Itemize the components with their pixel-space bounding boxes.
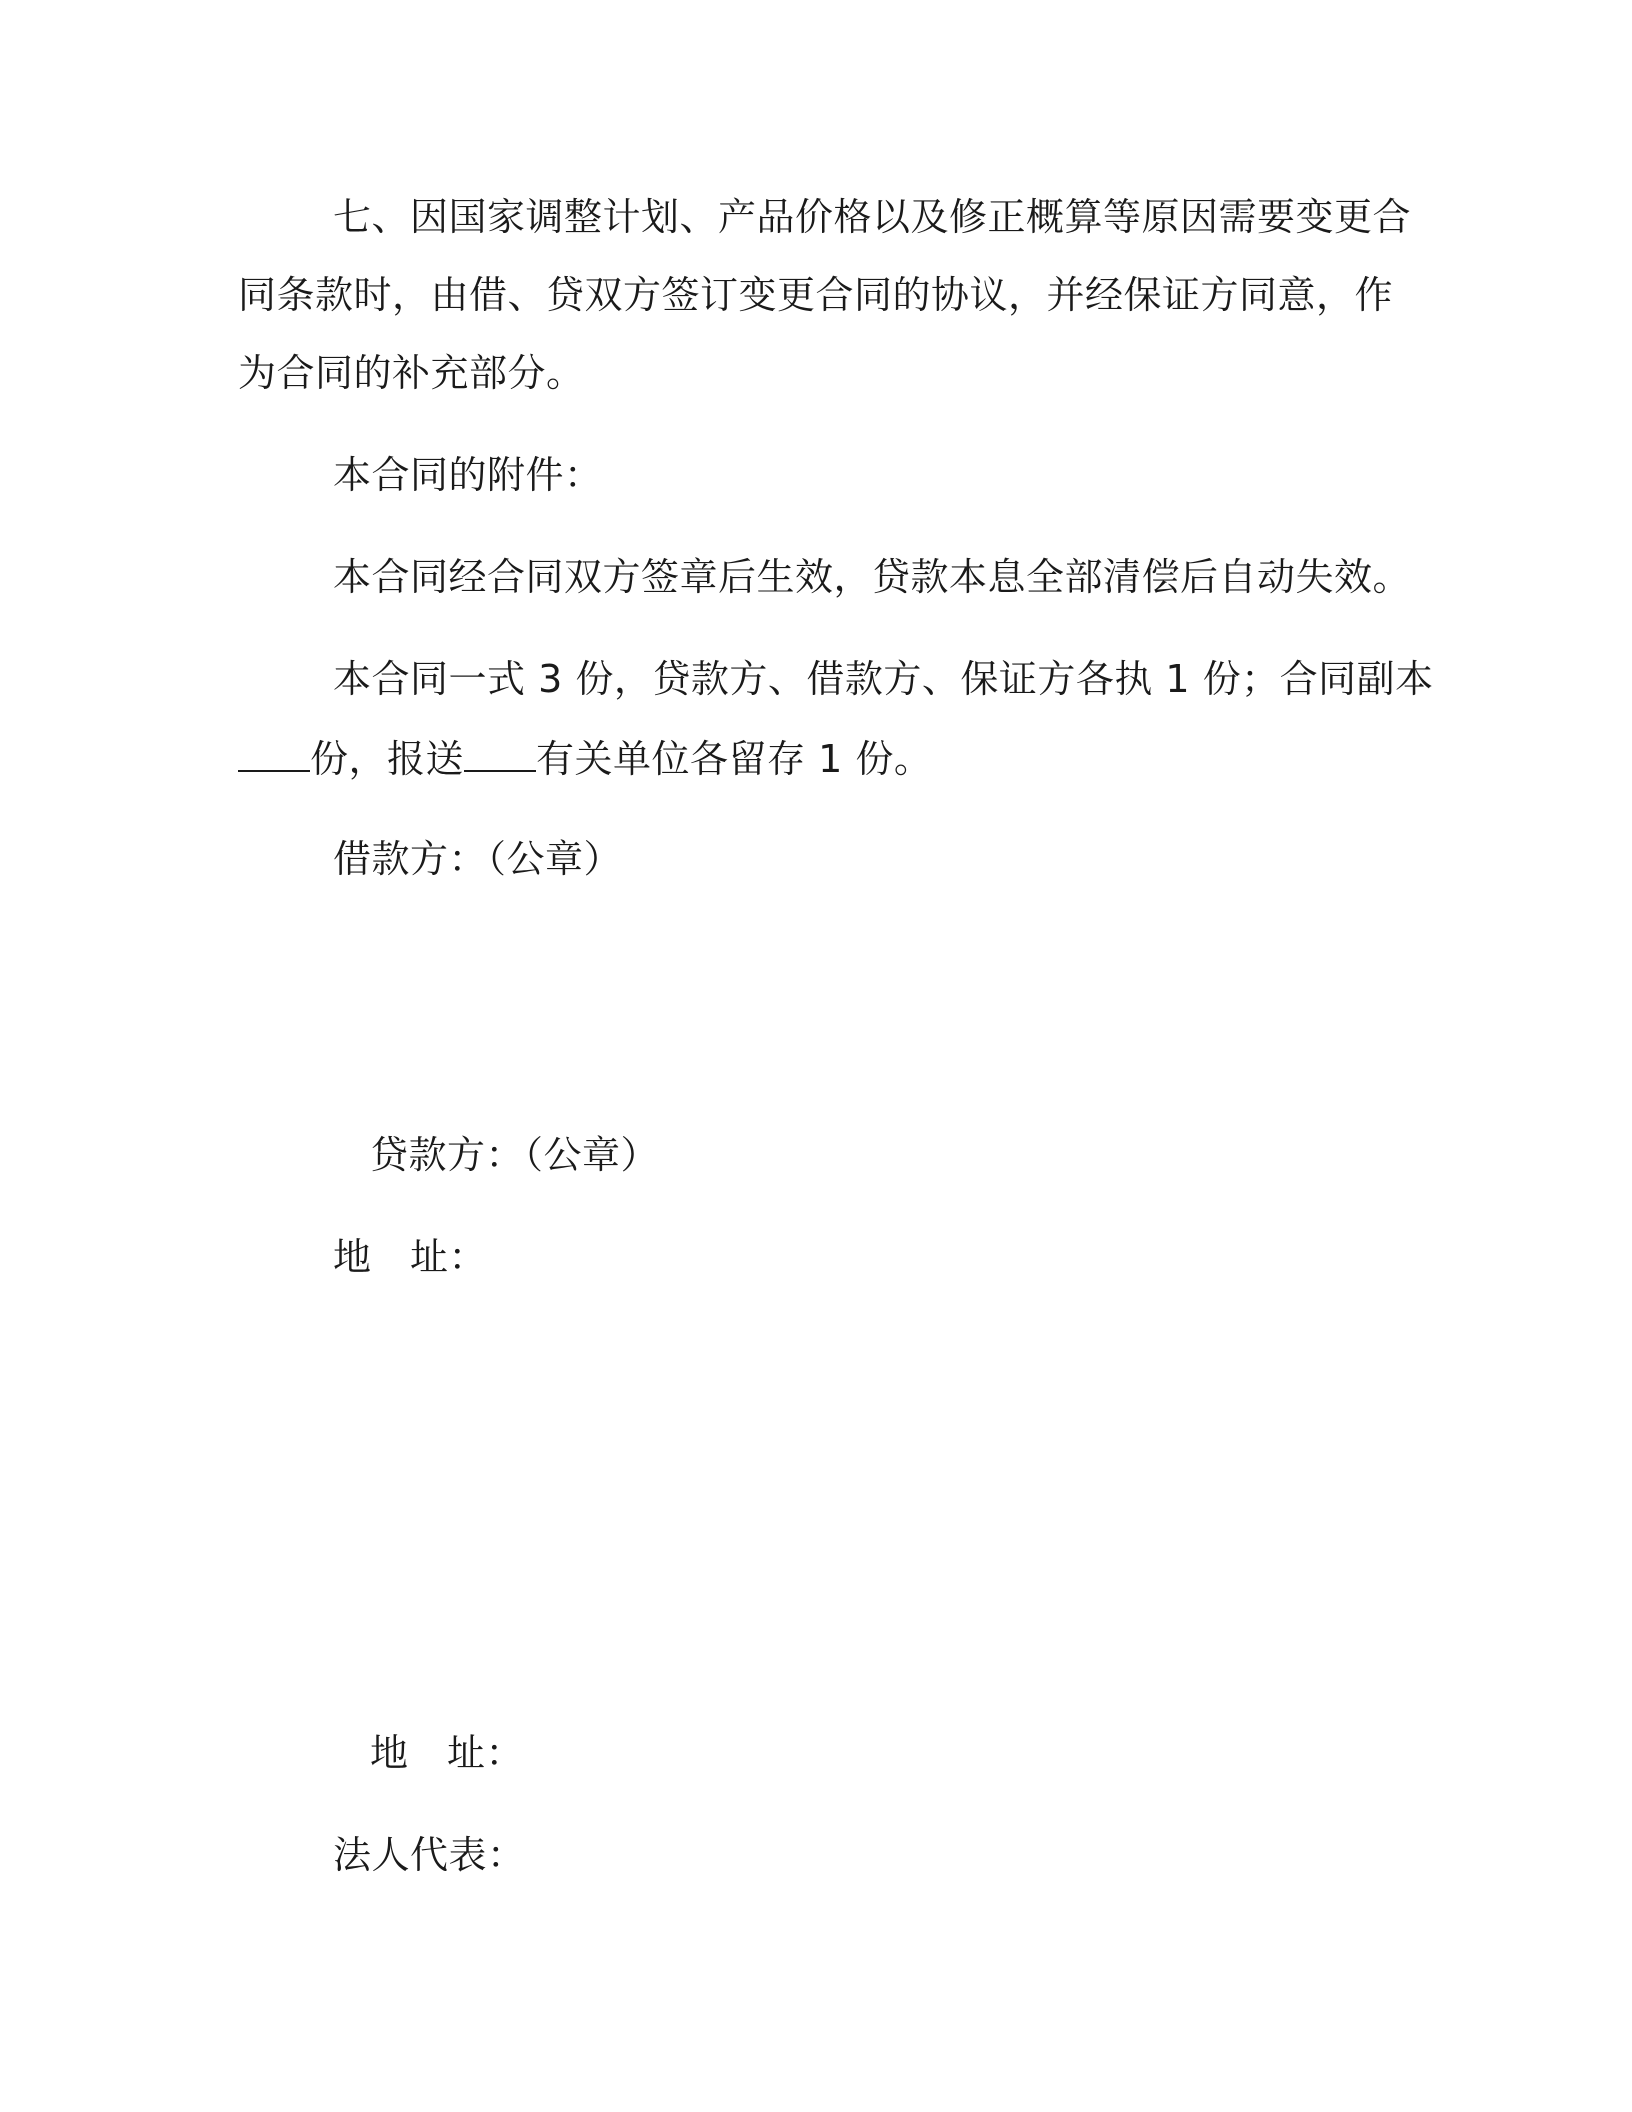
recipient-blank	[464, 732, 536, 772]
copies-line1: 本合同一式 3 份，贷款方、借款方、保证方各执 1 份；合同副本	[333, 657, 1434, 701]
clause7-line3: 为合同的补充部分。	[238, 351, 585, 395]
lender-seal: 贷款方：（公章）	[370, 1133, 660, 1177]
clause7-line2: 同条款时，由借、贷双方签订变更合同的协议，并经保证方同意，作	[238, 273, 1394, 317]
clause7-line1: 七、因国家调整计划、产品价格以及修正概算等原因需要变更合	[333, 195, 1412, 239]
borrower-seal: 借款方：（公章）	[333, 837, 623, 881]
copies-count-blank	[238, 732, 310, 772]
copies-line2	[238, 732, 932, 784]
lender-address: 地 址：	[370, 1731, 525, 1775]
attachments-label: 本合同的附件：	[333, 453, 603, 497]
effective-clause: 本合同经合同双方签章后生效，贷款本息全部清偿后自动失效。	[333, 555, 1412, 599]
legal-representative: 法人代表：	[333, 1833, 526, 1877]
copies-part-b: 有关单位各留存 1 份。	[536, 737, 933, 781]
borrower-address: 地 址：	[333, 1235, 488, 1279]
copies-part-a: 份，报送	[310, 737, 465, 781]
